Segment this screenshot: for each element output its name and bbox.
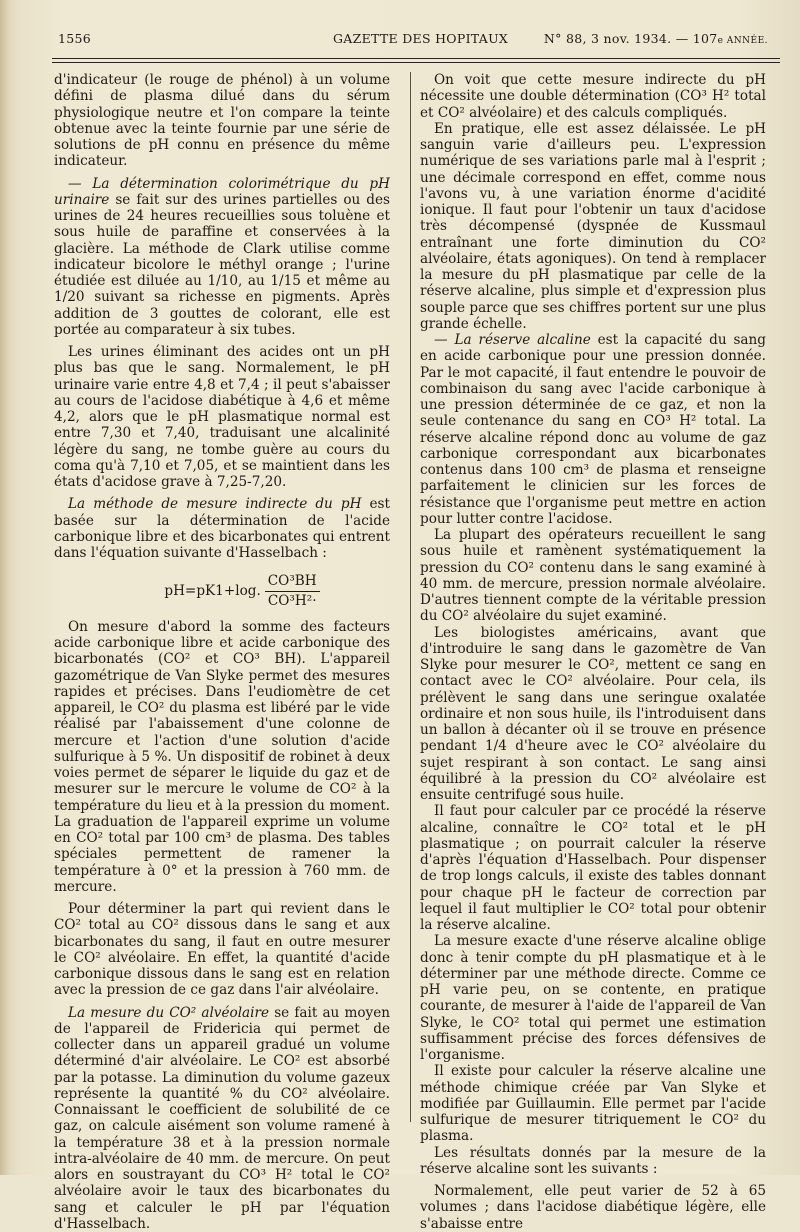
paragraph-text: est la capacité du sang en acide carbonique pour une pression donnée. Par le mot capacité, il faut entendre le pouvoir de combinaison du sang avec l'acide carbonique à une pression déterminée de ce gaz, et non la seule contenance du sang en CO³ H² total. La réserve alcaline répond donc au volume de gaz carbonique correspondant aux bicarbonates contenus dans 100 cm³ de plasma et renseigne parfaitement le clinicien sur les forces de résistance que l'organisme peut mettre en action pour lutter contre l'acidose. — [420, 332, 766, 527]
paragraph: On mesure d'abord la somme des facteurs acide carbonique libre et acide carbonique des bicarbonatés (CO² et CO³ BH). L'appareil gazométrique de Van Slyke permet des mesures rapides et précises. Dans l'eudiomètre de cet appareil, le CO² du plasma est libéré par le vide réalisé par l'abaissement d'une colonne de mercure et l'action d'une solution d'acide sulfurique à 5 %. Un dispositif de robinet à deux voies permet de séparer le liquide du gaz et de mesurer sur le mercure le volume de CO² à la température du lieu et à la pression du moment. La graduation de l'appareil exprime un volume en CO² total par 100 cm³ de plasma. Des tables spéciales permettent de ramener la température à 0° et la pression à 760 mm. de mercure. — [54, 619, 390, 895]
scan-edge — [0, 0, 10, 1175]
paragraph-text: se fait au moyen de l'appareil de Fridericia qui permet de collecter dans un appareil gradué un volume déterminé d'air alvéolaire. Le CO² est absorbé par la potasse. La diminution du volume gazeux représente la quantité % du CO² alvéolaire. Connaissant le coefficient de solubilité de ce gaz, on calcule aisément son volume ramené à la température 38 et à la pression normale intra-alvéolaire de 40 mm. de mercure. On peut alors en soustrayant du CO³ H² total le CO² alvéolaire avoir le taux des bicarbonates du sang et calculer le pH par l'équation d'Hasselbach. — [54, 1005, 390, 1232]
running-header — [58, 31, 768, 53]
paragraph: On voit que cette mesure indirecte du pH nécessite une double détermination (CO³ H² total et CO² alvéolaire) et des calculs compliqués. — [420, 72, 766, 121]
header-rule-thick — [52, 58, 780, 59]
paragraph: Normalement, elle peut varier de 52 à 65 volumes ; dans l'acidose diabétique légère, elle s'abaisse entre — [420, 1183, 766, 1232]
annee-text: e ANNÉE. — [718, 36, 768, 46]
paragraph: La mesure exacte d'une réserve alcaline oblige donc à tenir compte du pH plasmatique et à le déterminer par une méthode directe. Comme ce pH varie peu, on se contente, en pratique courante, de mesurer à l'aide de l'appareil de Van Slyke, le CO² total qui permet une estimation suffisamment précise des forces défensives de l'organisme. — [420, 933, 766, 1063]
header-rule-thin — [52, 62, 780, 63]
journal-title: GAZETTE DES HOPITAUX — [333, 31, 508, 46]
paragraph — [420, 332, 766, 527]
paragraph: La plupart des opérateurs recueillent le sang sous huile et ramènent systématiquement la pression du CO² contenu dans le sang examiné à 40 mm. de mercure, pression normale alvéolaire. D'autres tiennent compte de la véritable pression du CO² alvéolaire du sujet examiné. — [420, 527, 766, 625]
section-lead: — La détermination colorimétrique du pH urinaire — [54, 176, 390, 208]
right-column — [420, 72, 766, 1232]
formula-fraction — [265, 573, 320, 609]
formula-left: pH=pK1+log. — [164, 583, 260, 599]
paragraph-text: se fait sur des urines partielles ou des urines de 24 heures recueillies sous toluène et sous huile de paraffine et conservées à la glacière. La méthode de Clark utilise comme indicateur bicolore le méthyl orange ; l'urine étudiée est diluée au 1/10, au 1/15 et même au 1/20 suivant sa richesse en pigments. Après addition de 3 gouttes de colorant, elle est portée au comparateur à six tubes. — [54, 192, 390, 338]
issue-text: N° 88, 3 nov. 1934. — 107 — [544, 31, 718, 46]
hasselbach-equation — [94, 573, 390, 609]
section-lead: — La réserve alcaline — [434, 332, 591, 348]
formula-denominator: CO³H²· — [265, 592, 320, 609]
paragraph: d'indicateur (le rouge de phénol) à un volume défini de plasma dilué dans du sérum physiologique neutre et l'on compare la teinte obtenue avec la teinte fournie par une série de solutions de pH connu en présence du même indicateur. — [54, 72, 390, 170]
left-column — [54, 72, 390, 1232]
paragraph: Pour déterminer la part qui revient dans le CO² total au CO² dissous dans le sang et aux bicarbonates du sang, il faut en outre mesurer le CO² alvéolaire. En effet, la quantité d'acide carbonique dissous dans le sang est en relation avec la pression de ce gaz dans l'air alvéolaire. — [54, 901, 390, 999]
page-number: 1556 — [58, 31, 91, 46]
paragraph: Les urines éliminant des acides ont un pH plus bas que le sang. Normalement, le pH urinaire varie entre 4,8 et 7,4 ; il peut s'abaisser au cours de l'acidose diabétique à 4,6 et même 4,2, alors que le pH plasmatique normal est entre 7,30 et 7,40, traduisant une alcalinité légère du sang, ne tombe guère au cours du coma qu'à 7,10 et 7,05, et se maintient dans les états d'acidose grave à 7,25-7,20. — [54, 344, 390, 490]
paragraph-text: est basée sur la détermination de l'acide carbonique libre et des bicarbonates qui entrent dans l'équation suivante d'Hasselbach : — [54, 496, 390, 561]
section-lead: La mesure du CO² alvéolaire — [68, 1005, 269, 1021]
section-lead: La méthode de mesure indirecte du pH — [68, 496, 361, 512]
paragraph: Les résultats donnés par la mesure de la réserve alcaline sont les suivants : — [420, 1145, 766, 1178]
issue-info — [544, 31, 768, 46]
paragraph: Il faut pour calculer par ce procédé la réserve alcaline, connaître le CO² total et le pH plasmatique ; on pourrait calculer la réserve d'après l'équation d'Hasselbach. Pour dispenser de trop longs calculs, il existe des tables donnant pour chaque pH le facteur de correction par lequel il faut multiplier le CO² total pour obtenir la réserve alcaline. — [420, 803, 766, 933]
paragraph: Les biologistes américains, avant que d'introduire le sang dans le gazomètre de Van Slyke pour mesurer le CO², mettent ce sang en contact avec le CO² alvéolaire. Pour cela, ils prélèvent le sang dans une seringue oxalatée ordinaire et non sous huile, ils l'introduisent dans un ballon à décanter où il se trouve en présence pendant 1/4 d'heure avec le CO² alvéolaire du sujet respirant à son contact. Le sang ainsi équilibré à la pression du CO² alvéolaire est ensuite centrifugé sous huile. — [420, 625, 766, 804]
paragraph: Il existe pour calculer la réserve alcaline une méthode chimique créée par Van Slyke et modifiée par Guillaumin. Elle permet par l'acide sulfurique de mesurer titriquement le CO² du plasma. — [420, 1063, 766, 1144]
formula-numerator: CO³BH — [265, 573, 320, 591]
paragraph — [54, 176, 390, 339]
column-divider — [410, 72, 411, 1122]
paragraph: En pratique, elle est assez délaissée. Le pH sanguin varie d'ailleurs peu. L'expression numérique de ses variations parle mal à l'esprit ; une décimale correspond en effet, comme nous l'avons vu, à une variation énorme d'acidité ionique. Il faut pour l'obtenir un taux d'acidose très décompensé (dyspnée de Kussmaul entraînant une forte diminution du CO² alvéolaire, états agoniques). On tend à remplacer la mesure du pH plasmatique par celle de la réserve alcaline, plus simple et d'expression plus souple parce que ses chiffres portent sur une plus grande échelle. — [420, 121, 766, 332]
paragraph — [54, 496, 390, 561]
paragraph — [54, 1005, 390, 1232]
